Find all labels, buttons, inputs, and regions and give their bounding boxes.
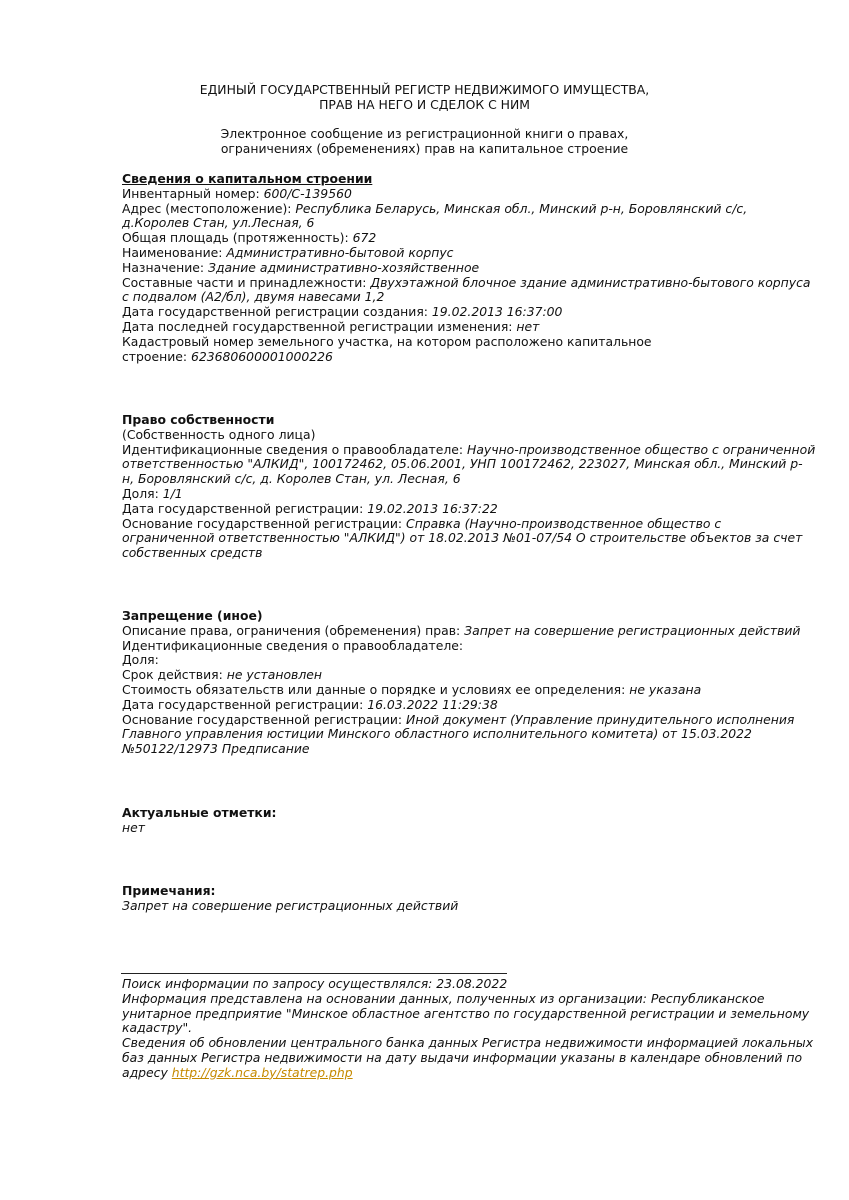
- prohibition-section: [122, 609, 802, 757]
- prohibition-basis-value-3: №50122/12973 Предписание: [122, 741, 310, 757]
- holder-value-3: н, Боровлянский с/с, д. Королев Стан, ул. Лесная, 6: [122, 471, 461, 487]
- footer-source-row-3: [122, 1021, 802, 1036]
- ownership-basis-value-3: собственных средств: [122, 545, 263, 561]
- cadastral-value: 623680600001000226: [191, 348, 333, 364]
- prohibition-reg-date-label: Дата государственной регистрации:: [122, 696, 368, 712]
- actual-marks-heading: Актуальные отметки:: [122, 805, 277, 820]
- prohibition-holder-label: Идентификационные сведения о правообладателе:: [122, 637, 464, 653]
- ownership-basis-value-1: Справка (Научно-производственное общество с: [406, 515, 722, 531]
- prohibition-basis-row-cont-2: [122, 742, 802, 757]
- cadastral-row: [122, 335, 802, 350]
- footer-source-3: кадастру".: [122, 1020, 193, 1036]
- prohibition-basis-row-cont: [122, 727, 802, 742]
- footer-divider: [121, 973, 507, 974]
- footer-source-row-2: [122, 1005, 810, 1022]
- name-label: Наименование:: [122, 244, 227, 260]
- ownership-basis-label: Основание государственной регистрации:: [122, 515, 407, 531]
- purpose-label: Назначение:: [122, 259, 209, 275]
- address-row: [122, 202, 802, 217]
- purpose-value: Здание административно-хозяйственное: [208, 259, 480, 275]
- cost-label: Стоимость обязательств или данные о порядке и условиях ее определения:: [122, 681, 630, 697]
- actual-marks-value-row: [122, 821, 802, 836]
- ownership-type: (Собственность одного лица): [122, 426, 316, 442]
- address-row-cont: [122, 216, 802, 231]
- area-value: 672: [352, 230, 377, 246]
- ownership-basis-row-cont: [122, 531, 802, 546]
- footer-update-row: [122, 1035, 814, 1051]
- inventory-label: Инвентарный номер:: [122, 185, 264, 201]
- ownership-basis-row: [122, 517, 802, 532]
- footer-source-2: унитарное предприятие "Минское областное агентство по государственной регистрации и земельному: [122, 1005, 810, 1021]
- cadastral-label-2: строение:: [122, 348, 191, 364]
- prohibition-basis-value-1: Иной документ (Управление принудительного исполнения: [406, 711, 795, 727]
- subtitle-line-2: ограничениях (обременениях) прав на капитальное строение: [220, 141, 629, 156]
- document-subtitle: [0, 126, 849, 156]
- prohibition-basis-value-2: Главного управления юстиции Минского областного исполнительного комитета) от 15.03.2022: [122, 726, 752, 742]
- last-change-row: [122, 320, 802, 335]
- holder-value-2: ответственностью "АЛКИД", 100172462, 05.06.2001, УНП 100172462, 223027, Минская обл., Минский р-: [122, 456, 803, 472]
- created-label: Дата государственной регистрации создания:: [122, 304, 432, 320]
- parts-value-1: Двухэтажной блочное здание административно-бытового корпуса: [370, 274, 811, 290]
- holder-label: Идентификационные сведения о правообладателе:: [122, 441, 467, 457]
- prohibition-basis-row: [122, 713, 802, 728]
- building-section: [122, 171, 811, 364]
- ownership-section: [122, 412, 816, 561]
- subtitle-line-1: Электронное сообщение из регистрационной книги о правах,: [220, 126, 629, 141]
- statrep-link[interactable]: http://gzk.nca.by/statrep.php: [171, 1064, 353, 1080]
- ownership-reg-date-row: [122, 502, 802, 517]
- notes-heading: Примечания:: [122, 883, 216, 898]
- holder-value-1: Научно-производственное общество с ограниченной: [467, 441, 816, 457]
- term-row: [122, 668, 802, 683]
- address-label: Адрес (местоположение):: [122, 200, 296, 216]
- footer-update-3-prefix: адресу: [122, 1064, 172, 1080]
- ownership-basis-row-cont-2: [122, 546, 802, 561]
- prohibition-heading: Запрещение (иное): [122, 608, 263, 623]
- address-value-2: д.Королев Стан, ул.Лесная, 6: [122, 215, 315, 231]
- area-row: [122, 231, 802, 246]
- share-value: 1/1: [162, 485, 183, 501]
- notes-value-row: [122, 899, 802, 914]
- footer-search-row: [122, 977, 802, 992]
- title-line-1: ЕДИНЫЙ ГОСУДАРСТВЕННЫЙ РЕГИСТР НЕДВИЖИМОГО ИМУЩЕСТВА,: [199, 82, 650, 97]
- ownership-basis-value-2: ограниченной ответственностью "АЛКИД") от 18.02.2013 №01-07/54 О строительстве объектов за счет: [122, 530, 803, 546]
- inventory-row: [122, 187, 802, 202]
- parts-row-cont: [122, 290, 802, 305]
- purpose-row: [122, 261, 802, 276]
- prohibition-reg-date-row: [122, 698, 802, 713]
- last-change-value: нет: [516, 318, 540, 334]
- inventory-value: 600/С-139560: [263, 185, 352, 201]
- footer-section: [122, 976, 814, 1081]
- cost-value: не указана: [629, 681, 702, 697]
- ownership-reg-date-value: 19.02.2013 16:37:22: [367, 500, 498, 516]
- share-row: [122, 487, 802, 502]
- prohibition-reg-date-value: 16.03.2022 11:29:38: [367, 696, 498, 712]
- share-label: Доля:: [122, 485, 163, 501]
- prohibition-desc-value: Запрет на совершение регистрационных действий: [464, 622, 801, 638]
- created-row: [122, 305, 802, 320]
- last-change-label: Дата последней государственной регистрации изменения:: [122, 318, 517, 334]
- prohibition-basis-label: Основание государственной регистрации:: [122, 711, 407, 727]
- footer-update-row-3: [122, 1066, 802, 1081]
- address-value-1: Республика Беларусь, Минская обл., Минский р-н, Боровлянский с/с,: [295, 200, 748, 216]
- notes-value: Запрет на совершение регистрационных действий: [122, 897, 459, 913]
- cadastral-row-cont: [122, 350, 802, 365]
- ownership-heading: Право собственности: [122, 412, 275, 427]
- footer-source-row: [122, 992, 802, 1007]
- name-value: Административно-бытовой корпус: [226, 244, 454, 260]
- parts-row: [122, 274, 811, 291]
- created-value: 19.02.2013 16:37:00: [431, 304, 563, 320]
- name-row: [122, 246, 802, 261]
- term-value: не установлен: [226, 667, 322, 683]
- prohibition-share-label: Доля:: [122, 652, 159, 668]
- prohibition-desc-row: [122, 624, 802, 639]
- prohibition-desc-label: Описание права, ограничения (обременения) прав:: [122, 622, 465, 638]
- footer-update-2: баз данных Регистра недвижимости на дату выдачи информации указаны в календаре обновлений по: [122, 1049, 803, 1065]
- cost-row: [122, 683, 802, 698]
- holder-row-cont-2: [122, 472, 802, 487]
- footer-update-row-2: [122, 1051, 802, 1066]
- building-heading: Сведения о капитальном строении: [122, 171, 373, 186]
- title-line-2: ПРАВ НА НЕГО И СДЕЛОК С НИМ: [319, 97, 530, 112]
- footer-update-1: Сведения об обновлении центрального банка данных Регистра недвижимости информацией локальных: [122, 1035, 814, 1051]
- area-label: Общая площадь (протяженность):: [122, 230, 353, 246]
- parts-label: Составные части и принадлежности:: [122, 274, 371, 290]
- cadastral-label-1: Кадастровый номер земельного участка, на котором расположено капитальное: [122, 333, 652, 349]
- actual-marks-value: нет: [122, 819, 145, 835]
- holder-row: [122, 441, 816, 458]
- actual-marks-section: [122, 806, 802, 836]
- holder-row-cont: [122, 457, 802, 472]
- ownership-reg-date-label: Дата государственной регистрации:: [122, 500, 368, 516]
- term-label: Срок действия:: [122, 667, 227, 683]
- footer-search: Поиск информации по запросу осуществлялся: 23.08.2022: [122, 976, 508, 991]
- document-title: [0, 82, 849, 112]
- notes-section: [122, 884, 802, 914]
- parts-value-2: с подвалом (А2/бл), двумя навесами 1,2: [122, 289, 385, 305]
- footer-source-1: Информация представлена на основании данных, полученных из организации: Республиканское: [122, 990, 765, 1006]
